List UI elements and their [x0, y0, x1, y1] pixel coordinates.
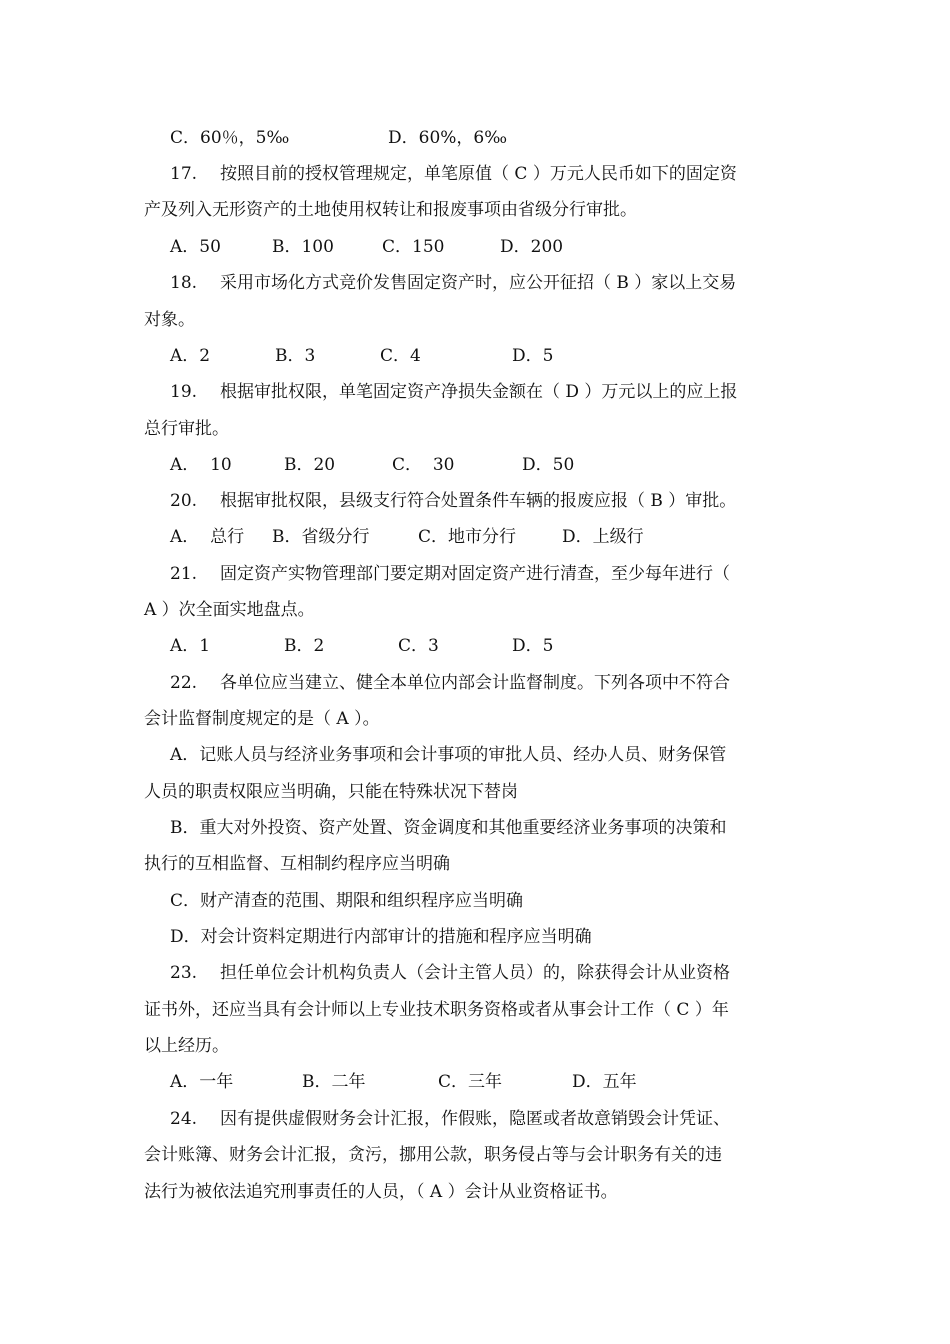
q17-options — [0, 235, 950, 259]
q21-option-d: D．5 — [512, 636, 554, 656]
q23-text-line2: 证书外，还应当具有会计师以上专业技术职务资格或者从事会计工作（ C ）年 — [144, 1000, 729, 1020]
q19-option-d: D．50 — [522, 455, 575, 475]
q19-option-a: A． 10 — [170, 455, 232, 475]
q17-option-c: C．150 — [382, 237, 445, 257]
q24-text-line3: 法行为被依法追究刑事责任的人员，（ A ）会计从业资格证书。 — [144, 1182, 618, 1202]
q21-option-c: C．3 — [398, 636, 439, 656]
q24-text-line1: 因有提供虚假财务会计汇报，作假账，隐匿或者故意销毁会计凭证、 — [220, 1109, 730, 1129]
q23-option-a: A．一年 — [170, 1072, 234, 1092]
q20-number: 20. — [170, 491, 198, 511]
q19-text-line2: 总行审批。 — [144, 419, 229, 439]
q19-option-c: C． 30 — [392, 455, 455, 475]
q18-options — [0, 344, 950, 368]
q19-option-b: B．20 — [284, 455, 336, 475]
q22-option-c: C．财产清查的范围、期限和组织程序应当明确 — [170, 891, 524, 911]
q20-text-line1: 根据审批权限，县级支行符合处置条件车辆的报废应报（ B ）审批。 — [220, 491, 737, 511]
q20-option-d: D．上级行 — [562, 527, 644, 547]
q17-option-d: D．200 — [500, 237, 564, 257]
q24-text-line2: 会计账簿、财务会计汇报，贪污，挪用公款，职务侵占等与会计职务有关的违 — [144, 1145, 722, 1165]
q22-number: 22. — [170, 673, 198, 693]
q22-option-d: D．对会计资料定期进行内部审计的措施和程序应当明确 — [170, 927, 592, 947]
q18-option-d: D．5 — [512, 346, 554, 366]
q17-number: 17. — [170, 164, 198, 184]
q18-number: 18. — [170, 273, 198, 293]
q21-text-line2: A ）次全面实地盘点。 — [144, 600, 315, 620]
q18-text-line1: 采用市场化方式竞价发售固定资产时，应公开征招（ B ）家以上交易 — [220, 273, 737, 293]
q16-option-d: D．60%，6‰ — [388, 128, 508, 148]
q21-options — [0, 634, 950, 658]
q23-option-b: B．二年 — [302, 1072, 366, 1092]
q18-option-b: B．3 — [275, 346, 316, 366]
q23-number: 23. — [170, 963, 198, 983]
q20-option-c: C．地市分行 — [418, 527, 517, 547]
q21-number: 21. — [170, 564, 198, 584]
q23-option-c: C．三年 — [438, 1072, 503, 1092]
q21-option-b: B．2 — [284, 636, 325, 656]
q19-number: 19. — [170, 382, 198, 402]
q18-option-c: C．4 — [380, 346, 421, 366]
q23-options — [0, 1070, 950, 1094]
q22-option-b-line2: 执行的互相监督、互相制约程序应当明确 — [144, 854, 450, 874]
q17-text-line1: 按照目前的授权管理规定，单笔原值（ C ）万元人民币如下的固定资 — [220, 164, 737, 184]
q23-text-line1: 担任单位会计机构负责人（会计主管人员）的，除获得会计从业资格 — [220, 963, 730, 983]
q17-text-line2: 产及列入无形资产的土地使用权转让和报废事项由省级分行审批。 — [144, 200, 637, 220]
q19-text-line1: 根据审批权限，单笔固定资产净损失金额在（ D ）万元以上的应上报 — [220, 382, 738, 402]
q22-text-line2: 会计监督制度规定的是（ A ）。 — [144, 709, 380, 729]
q19-options — [0, 453, 950, 477]
q22-text-line1: 各单位应当建立、健全本单位内部会计监督制度。下列各项中不符合 — [220, 673, 730, 693]
q20-option-a: A． 总行 — [170, 527, 245, 547]
q24-number: 24. — [170, 1109, 198, 1129]
q22-option-a-line2: 人员的职责权限应当明确，只能在特殊状况下替岗 — [144, 782, 518, 802]
q20-option-b: B．省级分行 — [272, 527, 370, 547]
q16-options — [0, 126, 950, 150]
q17-option-b: B．100 — [272, 237, 334, 257]
q22-option-b-line1: B．重大对外投资、资产处置、资金调度和其他重要经济业务事项的决策和 — [170, 818, 727, 838]
q18-option-a: A．2 — [170, 346, 211, 366]
q16-option-c: C．60％，5‰ — [170, 128, 290, 148]
q20-options — [0, 525, 950, 549]
q21-text-line1: 固定资产实物管理部门要定期对固定资产进行清查，至少每年进行（ — [220, 564, 730, 584]
q23-option-d: D．五年 — [572, 1072, 637, 1092]
q21-option-a: A．1 — [170, 636, 211, 656]
q22-option-a-line1: A．记账人员与经济业务事项和会计事项的审批人员、经办人员、财务保管 — [170, 745, 727, 765]
q23-text-line3: 以上经历。 — [144, 1036, 229, 1056]
q17-option-a: A．50 — [170, 237, 221, 257]
q18-text-line2: 对象。 — [144, 310, 195, 330]
